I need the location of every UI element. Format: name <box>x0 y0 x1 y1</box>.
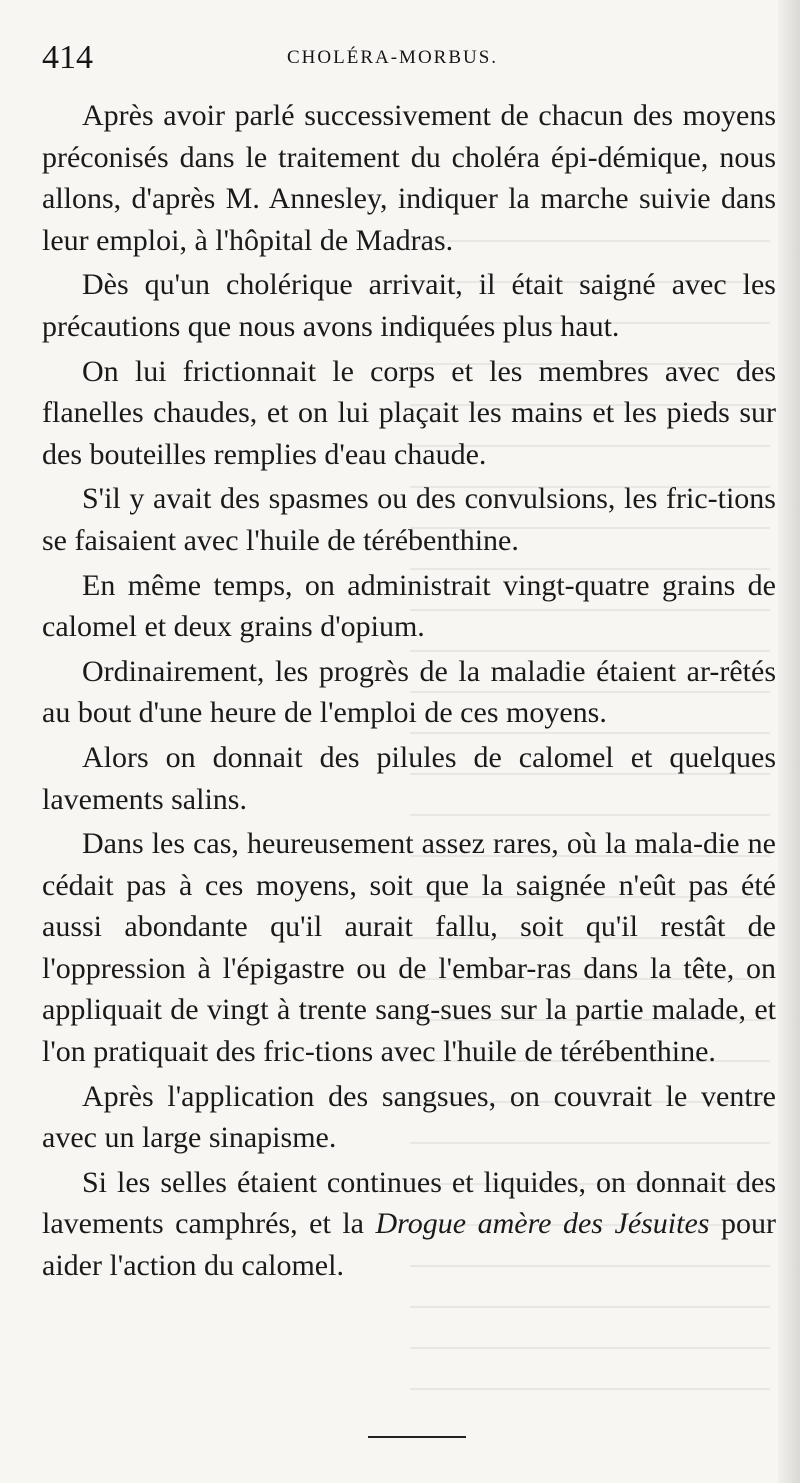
paragraph: Alors on donnait des pilules de calomel et quelques lavements salins. <box>42 740 776 816</box>
paragraph: On lui frictionnait le corps et les membres avec des flanelles chaudes, et on lui plaçait les mains et les pieds sur des bouteilles remplies d'eau chaude. <box>42 354 776 471</box>
end-rule <box>368 1436 466 1438</box>
body-text <box>42 95 776 1290</box>
italic-title: Drogue amère des Jésuites <box>375 1207 710 1241</box>
running-head: CHOLÉRA-MORBUS. <box>287 47 499 68</box>
paragraph: Après l'application des sangsues, on couvrait le ventre avec un large sinapisme. <box>42 1079 776 1155</box>
paragraph-last <box>42 1162 776 1287</box>
text-span: pour aider l'action du calomel. <box>42 1207 777 1283</box>
paragraph: Après avoir parlé successivement de chacun des moyens préconisés dans le traitement du choléra épi-démique, nous allons, d'après M. Annesley, indiquer la marche suivie dans leur emploi, à l'hôpital de Madras. <box>42 99 776 257</box>
page-number: 414 <box>42 39 93 76</box>
paragraph: S'il y avait des spasmes ou des convulsions, les fric-tions se faisaient avec l'huile de térébenthine. <box>42 482 776 557</box>
paragraph: Dès qu'un cholérique arrivait, il était saigné avec les précautions que nous avons indiquées plus haut. <box>42 268 776 343</box>
paragraph: Ordinairement, les progrès de la maladie étaient ar-rêtés au bout d'une heure de l'emploi de ces moyens. <box>42 654 776 730</box>
text-span: Si les selles étaient continues et liquides, on donnait des lavements camphrés, et la <box>42 1165 776 1241</box>
paragraph: Dans les cas, heureusement assez rares, où la mala-die ne cédait pas à ces moyens, soit que la saignée n'eût pas été aussi abondante qu'il aurait fallu, soit qu'il restât de l'oppression à l'épigastre ou de l'embar-ras dans la tête, on appliquait de vingt à trente sang-sues sur la partie malade, et l'on pratiquait des fric-tions avec l'huile de térébenthine. <box>42 827 776 1069</box>
page-edge <box>778 0 800 1483</box>
page-header <box>42 38 762 78</box>
paragraph: En même temps, on administrait vingt-quatre grains de calomel et deux grains d'opium. <box>42 568 776 644</box>
